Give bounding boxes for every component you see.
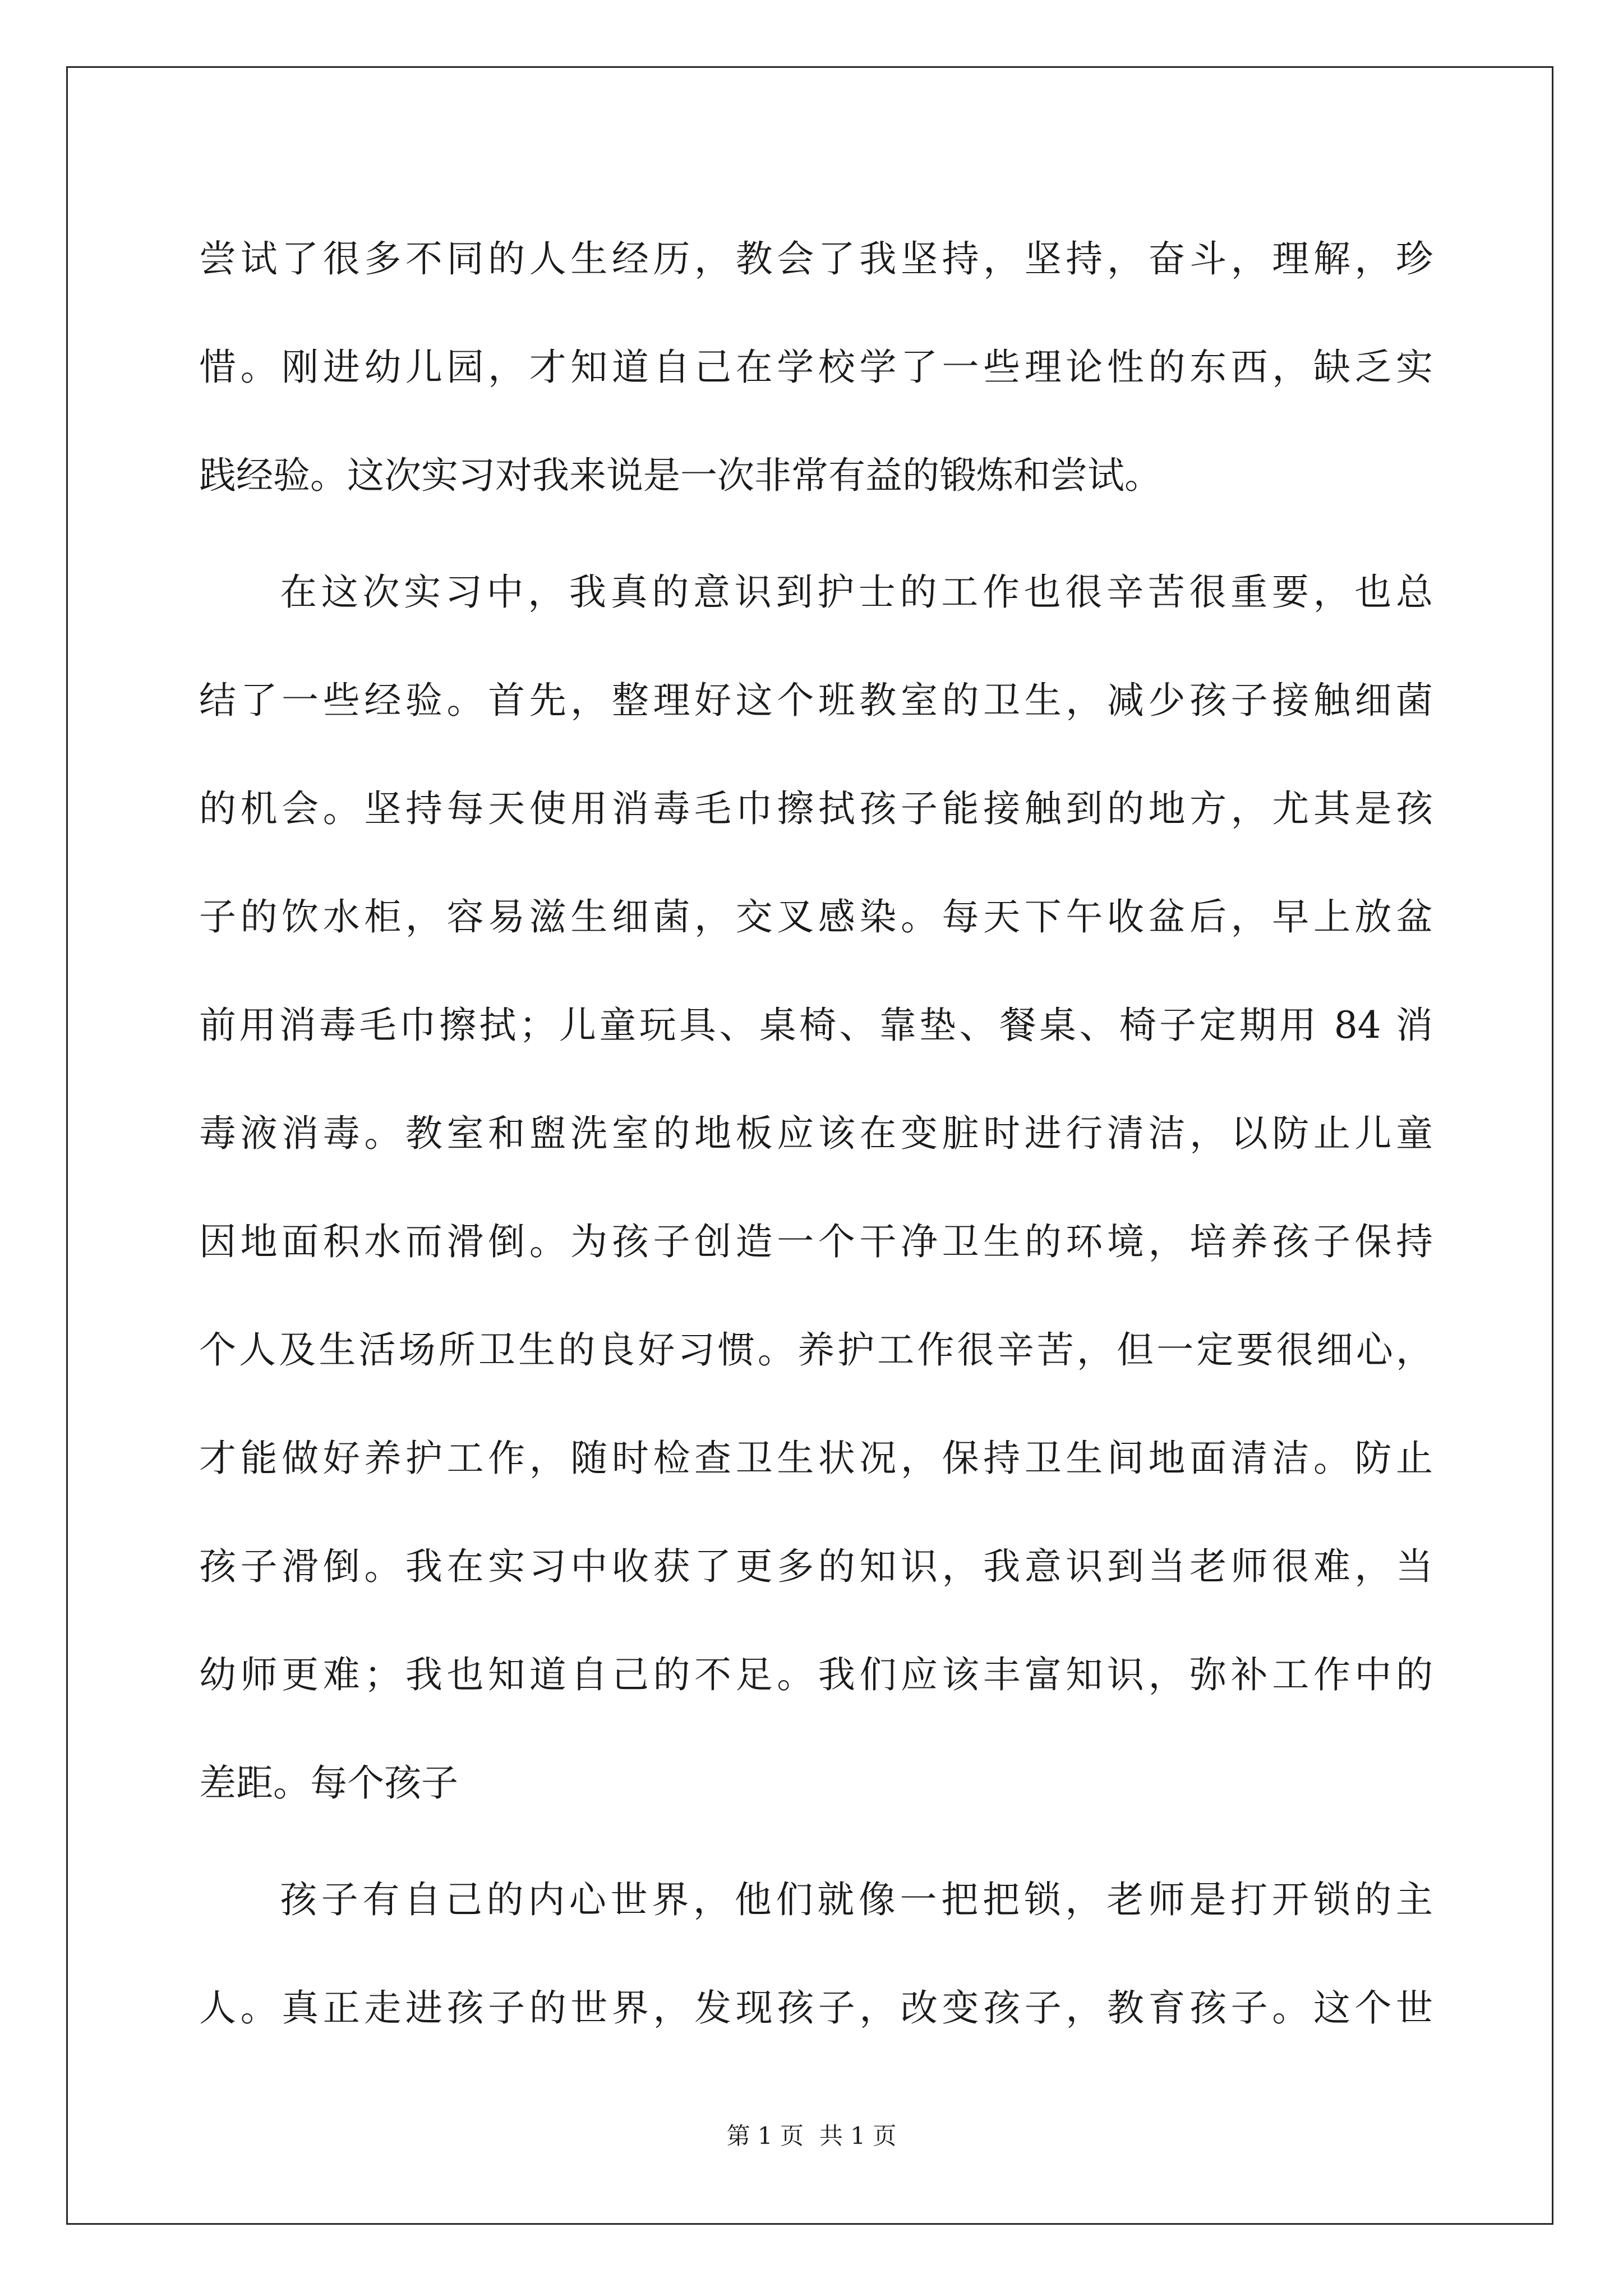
page-number-current: 第 1 页 xyxy=(726,2122,804,2150)
text-line: 才能做好养护工作，随时检查卫生状况，保持卫生间地面清洁。防止 xyxy=(199,1437,1433,1480)
page-footer xyxy=(0,2119,1623,2153)
text-line: 毒液消毒。教室和盥洗室的地板应该在变脏时进行清洁，以防止儿童 xyxy=(199,1112,1433,1155)
text-line: 孩子滑倒。我在实习中收获了更多的知识，我意识到当老师很难，当 xyxy=(199,1545,1433,1588)
text-line: 子的饮水柜，容易滋生细菌，交叉感染。每天下午收盆后，早上放盆 xyxy=(199,895,1433,938)
paragraph-gap xyxy=(199,530,1433,538)
text-line: 因地面积水而滑倒。为孩子创造一个干净卫生的环境，培养孩子保持 xyxy=(199,1220,1433,1263)
text-line: 的机会。坚持每天使用消毒毛巾擦拭孩子能接触到的地方，尤其是孩 xyxy=(199,787,1433,830)
text-line: 尝试了很多不同的人生经历，教会了我坚持，坚持，奋斗，理解，珍 xyxy=(199,237,1433,280)
text-line: 惜。刚进幼儿园，才知道自己在学校学了一些理论性的东西，缺乏实 xyxy=(199,346,1433,389)
text-line: 结了一些经验。首先，整理好这个班教室的卫生，减少孩子接触细菌 xyxy=(199,679,1433,722)
paragraph-gap xyxy=(199,1837,1433,1846)
text-line: 孩子有自己的内心世界，他们就像一把把锁，老师是打开锁的主 xyxy=(280,1878,1433,1921)
paragraph xyxy=(199,538,1433,1837)
paragraph xyxy=(199,205,1433,530)
text-line: 人。真正走进孩子的世界，发现孩子，改变孩子，教育孩子。这个世 xyxy=(199,1986,1433,2030)
text-line: 践经验。这次实习对我来说是一次非常有益的锻炼和尝试。 xyxy=(199,454,1161,497)
text-line: 个人及生活场所卫生的良好习惯。养护工作很辛苦，但一定要很细心， xyxy=(199,1328,1433,1372)
text-line: 前用消毒毛巾擦拭；儿童玩具、桌椅、靠垫、餐桌、椅子定期用 84 消 xyxy=(199,1004,1433,1047)
page-number-total: 共 1 页 xyxy=(819,2122,897,2150)
text-line: 差距。每个孩子 xyxy=(199,1761,458,1805)
text-line: 幼师更难；我也知道自己的不足。我们应该丰富知识，弥补工作中的 xyxy=(199,1653,1433,1696)
document-body xyxy=(199,205,1433,2062)
paragraph xyxy=(199,1846,1433,2062)
text-line: 在这次实习中，我真的意识到护士的工作也很辛苦很重要，也总 xyxy=(280,570,1433,614)
